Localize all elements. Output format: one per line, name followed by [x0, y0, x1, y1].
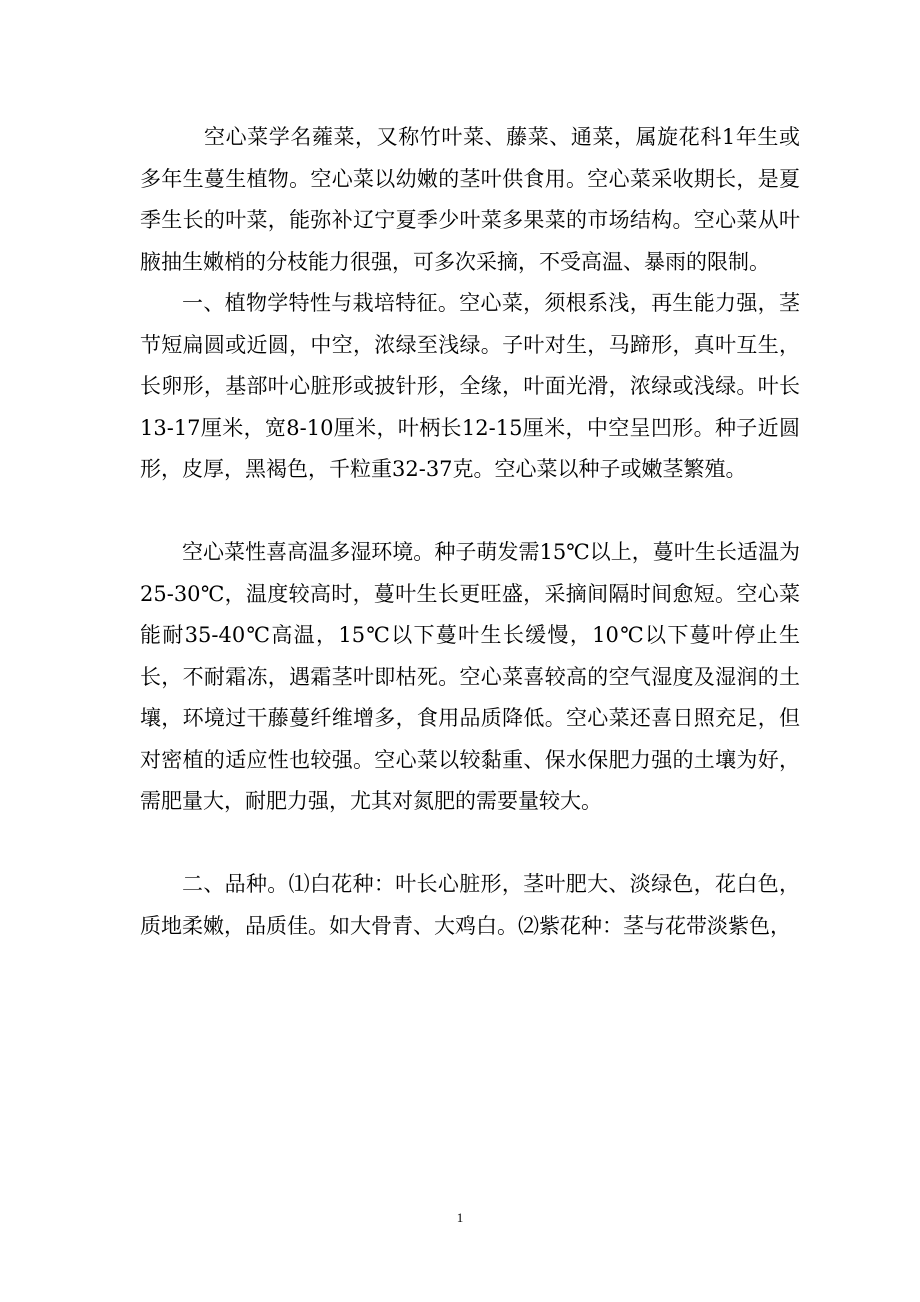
paragraph-gap — [140, 491, 800, 533]
paragraph-varieties: 二、品种。⑴白花种：叶长心脏形，茎叶肥大、淡绿色，花白色，质地柔嫩，品质佳。如大骨青、大鸡白。⑵紫花种：茎与花带淡紫色， — [140, 872, 800, 938]
paragraph-intro: 空心菜学名蕹菜，又称竹叶菜、藤菜、通菜，属旋花科1年生或多年生蔓生植物。空心菜以幼嫩的茎叶供食用。空心菜采收期长，是夏季生长的叶菜，能弥补辽宁夏季少叶菜多果菜的市场结构。空心菜从叶腋抽生嫩梢的分枝能力很强，可多次采摘，不受高温、暴雨的限制。 — [140, 125, 800, 274]
paragraph-gap — [140, 823, 800, 865]
document-body — [140, 117, 800, 947]
paragraph-environment: 空心菜性喜高温多湿环境。种子萌发需15℃以上，蔓叶生长适温为25-30℃，温度较高时，蔓叶生长更旺盛，采摘间隔时间愈短。空心菜能耐35-40℃高温，15℃以下蔓叶生长缓慢，10℃以下蔓叶停止生长，不耐霜冻，遇霜茎叶即枯死。空心菜喜较高的空气湿度及湿润的土壤，环境过干藤蔓纤维增多，食用品质降低。空心菜还喜日照充足，但对密植的适应性也较强。空心菜以较黏重、保水保肥力强的土壤为好，需肥量大，耐肥力强，尤其对氮肥的需要量较大。 — [140, 540, 800, 813]
page-number: 1 — [456, 1210, 464, 1225]
paragraph-botanical-traits: 一、植物学特性与栽培特征。空心菜，须根系浅，再生能力强，茎节短扁圆或近圆，中空，浓绿至浅绿。子叶对生，马蹄形，真叶互生，长卵形，基部叶心脏形或披针形，全缘，叶面光滑，浓绿或浅绿。叶长13-17厘米，宽8-10厘米，叶柄长12-15厘米，中空呈凹形。种子近圆形，皮厚，黑褐色，千粒重32-37克。空心菜以种子或嫩茎繁殖。 — [140, 291, 800, 481]
